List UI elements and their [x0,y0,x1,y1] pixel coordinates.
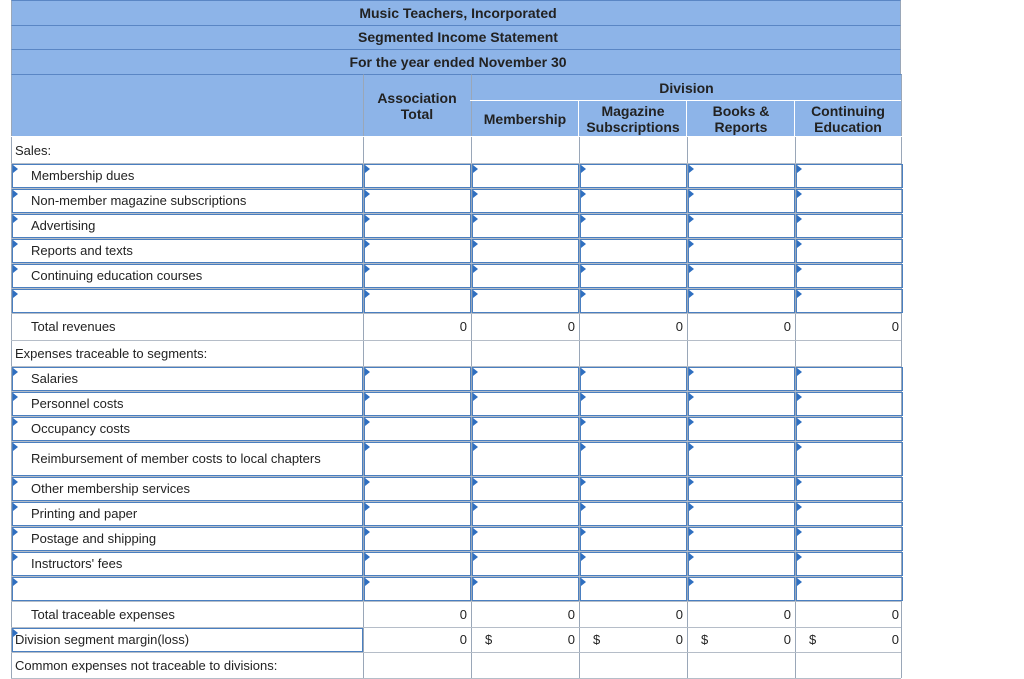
expense-line-2-amount-input-3[interactable] [688,417,795,441]
expense-line-4-cell-marker-icon [473,478,478,486]
sales-line-3-label: Reports and texts [31,243,133,258]
sales-line-5-amount-input-2[interactable] [580,289,687,313]
expense-line-3-amount-input-2[interactable] [580,442,687,476]
sales-line-3-amount-input-1[interactable] [472,239,579,263]
expense-line-1-cell-marker-icon [797,393,802,401]
expense-line-0-amount-input-2[interactable] [580,367,687,391]
expense-line-3-cell-marker-icon [689,443,694,451]
expense-line-2-cell-marker-icon [689,418,694,426]
total-revenues-value-2: 0 [675,319,683,334]
expense-line-4-cell-marker-icon [797,478,802,486]
sales-line-5-cell-marker-icon [581,290,586,298]
sales-line-3-cell-marker-icon [365,240,370,248]
total-traceable-expenses-value-3: 0 [783,606,791,622]
expense-line-5-amount-input-0[interactable] [364,502,471,526]
expense-line-2-amount-input-2[interactable] [580,417,687,441]
expense-line-4-cell-marker-icon [689,478,694,486]
expense-line-5-amount-input-2[interactable] [580,502,687,526]
expense-line-1-label: Personnel costs [31,396,124,411]
total-traceable-expenses-value-0: 0 [459,606,467,622]
total-revenues-value-0: 0 [459,319,467,334]
magazine-line1: Magazine [601,103,665,119]
division-segment-margin-currency-2: $ [701,632,709,647]
expense-line-7-label-input[interactable] [12,552,363,576]
company-name: Music Teachers, Incorporated [359,5,557,21]
expense-line-7-cell-marker-icon [797,553,802,561]
sales-line-5-cell-marker-icon [689,290,694,298]
expense-line-4-amount-input-2[interactable] [580,477,687,501]
expense-line-5-dropdown-marker-icon [13,503,18,511]
division-segment-margin-value-0: 0 [459,632,467,647]
expense-line-6-cell-marker-icon [473,528,478,536]
sales-line-3-amount-input-0[interactable] [364,239,471,263]
total-revenues-value-1: 0 [567,319,575,334]
expense-line-2-cell-marker-icon [797,418,802,426]
expense-line-2-label-input[interactable] [12,417,363,441]
expense-line-1-cell-marker-icon [689,393,694,401]
sales-line-4-cell-marker-icon [797,265,802,273]
statement-name: Segmented Income Statement [358,29,558,45]
sales-line-0-amount-input-1[interactable] [472,164,579,188]
expense-line-2-cell-marker-icon [473,418,478,426]
common-expenses-heading-label: Common expenses not traceable to divisions: [15,657,278,673]
expense-line-3-label-input[interactable] [12,442,363,476]
sales-line-4-cell-marker-icon [689,265,694,273]
expense-line-8-dropdown-marker-icon [13,578,18,586]
expense-line-5-label: Printing and paper [31,506,138,521]
expense-line-4-amount-input-3[interactable] [688,477,795,501]
expense-line-3-cell-marker-icon [797,443,802,451]
expense-line-2-amount-input-0[interactable] [364,417,471,441]
expense-line-6-cell-marker-icon [797,528,802,536]
expense-line-0-cell-marker-icon [689,368,694,376]
expense-line-0-dropdown-marker-icon [13,368,18,376]
column-header-label-area [11,74,363,136]
sales-line-4-amount-input-1[interactable] [472,264,579,288]
expense-line-2-amount-input-1[interactable] [472,417,579,441]
sales-line-3-cell-marker-icon [797,240,802,248]
expense-line-5-amount-input-3[interactable] [688,502,795,526]
expense-line-6-cell-marker-icon [689,528,694,536]
sales-line-2-amount-input-0[interactable] [364,214,471,238]
total-traceable-expenses-label: Total traceable expenses [31,606,175,622]
expense-line-0-cell-marker-icon [797,368,802,376]
expense-line-7-amount-input-4[interactable] [796,552,903,576]
expense-line-8-cell-marker-icon [581,578,586,586]
expense-line-8-cell-marker-icon [365,578,370,586]
sales-line-0-label: Membership dues [31,168,135,183]
sales-line-5-amount-input-4[interactable] [796,289,903,313]
sales-line-1-cell-marker-icon [473,190,478,198]
continuing-line2: Education [814,119,882,135]
expense-line-7-amount-input-1[interactable] [472,552,579,576]
division-segment-margin-value-3: 0 [783,632,791,647]
expense-line-6-cell-marker-icon [581,528,586,536]
expense-line-1-cell-marker-icon [365,393,370,401]
sales-line-1-dropdown-marker-icon [13,190,18,198]
sales-line-3-cell-marker-icon [473,240,478,248]
row-divider [11,601,901,602]
expense-line-7-cell-marker-icon [689,553,694,561]
expense-line-1-cell-marker-icon [581,393,586,401]
sales-line-5-dropdown-marker-icon [13,290,18,298]
expense-line-5-cell-marker-icon [473,503,478,511]
title-period-row [11,49,901,74]
expense-line-7-cell-marker-icon [473,553,478,561]
expense-line-1-amount-input-1[interactable] [472,392,579,416]
sales-line-1-label: Non-member magazine subscriptions [31,193,247,208]
sales-line-0-dropdown-marker-icon [13,165,18,173]
expense-line-4-cell-marker-icon [365,478,370,486]
expense-line-0-label: Salaries [31,371,78,386]
expense-line-4-label: Other membership services [31,481,190,496]
sales-line-2-dropdown-marker-icon [13,215,18,223]
sales-line-2-cell-marker-icon [365,215,370,223]
division-segment-margin-label-input[interactable] [12,628,363,652]
sales-line-1-amount-input-1[interactable] [472,189,579,213]
row-divider [11,652,901,653]
expense-line-7-label: Instructors' fees [31,556,123,571]
sales-line-5-label-input[interactable] [12,289,363,313]
expense-line-3-cell-marker-icon [473,443,478,451]
expense-line-8-amount-input-1[interactable] [472,577,579,601]
expense-line-8-cell-marker-icon [797,578,802,586]
total-revenues-value-4: 0 [891,319,899,334]
expense-line-0-amount-input-3[interactable] [688,367,795,391]
sales-line-0-label-input[interactable] [12,164,363,188]
expense-line-7-cell-marker-icon [581,553,586,561]
sales-line-0-cell-marker-icon [797,165,802,173]
sales-line-3-label-input[interactable] [12,239,363,263]
expense-line-8-amount-input-2[interactable] [580,577,687,601]
title-company-row [11,0,901,25]
expense-line-4-amount-input-4[interactable] [796,477,903,501]
expense-line-6-amount-input-0[interactable] [364,527,471,551]
total-traceable-expenses-value-4: 0 [891,606,899,622]
books-line1: Books & [712,103,770,119]
sales-line-1-amount-input-2[interactable] [580,189,687,213]
sales-line-5-cell-marker-icon [365,290,370,298]
expense-line-7-cell-marker-icon [365,553,370,561]
expense-line-3-cell-marker-icon [581,443,586,451]
expense-line-1-amount-input-0[interactable] [364,392,471,416]
division-segment-margin-value-2: 0 [675,632,683,647]
sales-line-2-amount-input-1[interactable] [472,214,579,238]
sales-line-3-amount-input-3[interactable] [688,239,795,263]
expense-line-8-amount-input-3[interactable] [688,577,795,601]
division-segment-margin-currency-1: $ [593,632,601,647]
expense-line-6-label-input[interactable] [12,527,363,551]
sales-line-4-amount-input-0[interactable] [364,264,471,288]
expense-line-3-amount-input-1[interactable] [472,442,579,476]
sales-line-2-label: Advertising [31,218,96,233]
sales-line-5-amount-input-1[interactable] [472,289,579,313]
sales-line-2-cell-marker-icon [473,215,478,223]
division-segment-margin-currency-0: $ [485,632,493,647]
expense-line-4-amount-input-1[interactable] [472,477,579,501]
expense-line-2-dropdown-marker-icon [13,418,18,426]
expense-line-6-cell-marker-icon [365,528,370,536]
sales-line-5-cell-marker-icon [473,290,478,298]
row-divider [11,313,901,314]
expense-line-6-amount-input-1[interactable] [472,527,579,551]
expense-line-2-amount-input-4[interactable] [796,417,903,441]
sales-line-1-cell-marker-icon [581,190,586,198]
title-statement-row [11,25,901,49]
expense-line-6-dropdown-marker-icon [13,528,18,536]
sales-line-1-label-input[interactable] [12,189,363,213]
sales-line-2-label-input[interactable] [12,214,363,238]
expense-line-0-label-input[interactable] [12,367,363,391]
sales-line-1-amount-input-0[interactable] [364,189,471,213]
sales-line-2-cell-marker-icon [689,215,694,223]
sales-line-1-cell-marker-icon [365,190,370,198]
sales-line-4-amount-input-3[interactable] [688,264,795,288]
expense-line-0-cell-marker-icon [581,368,586,376]
expense-line-7-amount-input-3[interactable] [688,552,795,576]
sales-line-0-amount-input-4[interactable] [796,164,903,188]
expense-line-0-amount-input-1[interactable] [472,367,579,391]
sales-line-2-cell-marker-icon [797,215,802,223]
expense-line-4-amount-input-0[interactable] [364,477,471,501]
sales-line-2-cell-marker-icon [581,215,586,223]
expense-line-3-label: Reimbursement of member costs to local chapters [31,451,321,466]
sales-line-3-dropdown-marker-icon [13,240,18,248]
expense-line-6-amount-input-2[interactable] [580,527,687,551]
expense-line-8-label-input[interactable] [12,577,363,601]
sales-line-3-amount-input-2[interactable] [580,239,687,263]
sales-line-0-amount-input-0[interactable] [364,164,471,188]
continuing-line1: Continuing [811,103,885,119]
expense-line-0-cell-marker-icon [473,368,478,376]
expense-line-7-dropdown-marker-icon [13,553,18,561]
row-divider [11,340,901,341]
assoc-total-line2: Total [400,106,434,122]
expense-line-5-amount-input-4[interactable] [796,502,903,526]
sales-line-4-label: Continuing education courses [31,268,203,283]
total-traceable-expenses-value-1: 0 [567,606,575,622]
sales-line-0-cell-marker-icon [689,165,694,173]
expense-line-0-amount-input-4[interactable] [796,367,903,391]
expense-line-6-label: Postage and shipping [31,531,157,546]
books-line2: Reports [714,119,768,135]
expense-line-5-label-input[interactable] [12,502,363,526]
sales-line-1-amount-input-4[interactable] [796,189,903,213]
total-revenues-value-3: 0 [783,319,791,334]
sales-line-0-amount-input-2[interactable] [580,164,687,188]
expense-line-6-amount-input-3[interactable] [688,527,795,551]
division-segment-margin-value-1: 0 [567,632,575,647]
sales-line-2-amount-input-2[interactable] [580,214,687,238]
expense-line-7-amount-input-2[interactable] [580,552,687,576]
expense-line-1-amount-input-3[interactable] [688,392,795,416]
expense-line-3-amount-input-0[interactable] [364,442,471,476]
sales-line-1-cell-marker-icon [689,190,694,198]
expense-line-3-amount-input-3[interactable] [688,442,795,476]
expense-line-8-amount-input-4[interactable] [796,577,903,601]
sales-line-5-amount-input-3[interactable] [688,289,795,313]
sales-line-5-amount-input-0[interactable] [364,289,471,313]
expense-line-2-label: Occupancy costs [31,421,130,436]
sales-line-4-amount-input-2[interactable] [580,264,687,288]
expense-line-2-cell-marker-icon [581,418,586,426]
expense-line-5-cell-marker-icon [689,503,694,511]
sales-line-3-cell-marker-icon [581,240,586,248]
expense-line-5-cell-marker-icon [365,503,370,511]
expense-line-4-dropdown-marker-icon [13,478,18,486]
expense-line-3-cell-marker-icon [365,443,370,451]
total-revenues-label: Total revenues [31,319,116,334]
expense-line-5-amount-input-1[interactable] [472,502,579,526]
magazine-line2: Subscriptions [586,119,680,135]
sales-line-1-amount-input-3[interactable] [688,189,795,213]
division-segment-margin-currency-3: $ [809,632,817,647]
expense-line-5-cell-marker-icon [797,503,802,511]
division-segment-margin-label: Division segment margin(loss) [15,632,190,647]
membership-heading: Membership [483,111,567,127]
sales-line-4-dropdown-marker-icon [13,265,18,273]
total-traceable-expenses-value-2: 0 [675,606,683,622]
assoc-total-line1: Association [377,90,457,106]
expense-line-7-amount-input-0[interactable] [364,552,471,576]
expense-line-2-cell-marker-icon [365,418,370,426]
sales-line-2-amount-input-4[interactable] [796,214,903,238]
sales-line-0-cell-marker-icon [365,165,370,173]
division-segment-margin-value-4: 0 [891,632,899,647]
expense-line-3-dropdown-marker-icon [13,443,18,451]
sales-line-3-amount-input-4[interactable] [796,239,903,263]
sales-line-5-cell-marker-icon [797,290,802,298]
sales-line-3-cell-marker-icon [689,240,694,248]
sales-line-0-cell-marker-icon [581,165,586,173]
expense-line-0-amount-input-0[interactable] [364,367,471,391]
expense-line-4-cell-marker-icon [581,478,586,486]
sales-line-1-cell-marker-icon [797,190,802,198]
division-label: Division [659,80,714,96]
sales-line-4-cell-marker-icon [365,265,370,273]
expense-line-0-cell-marker-icon [365,368,370,376]
sales-line-2-amount-input-3[interactable] [688,214,795,238]
expense-line-1-amount-input-2[interactable] [580,392,687,416]
expense-line-8-cell-marker-icon [689,578,694,586]
expense-line-4-label-input[interactable] [12,477,363,501]
expense-line-1-cell-marker-icon [473,393,478,401]
sales-line-4-label-input[interactable] [12,264,363,288]
sales-line-0-amount-input-3[interactable] [688,164,795,188]
sales-line-4-cell-marker-icon [581,265,586,273]
expense-line-1-dropdown-marker-icon [13,393,18,401]
expense-line-5-cell-marker-icon [581,503,586,511]
expense-line-1-label-input[interactable] [12,392,363,416]
sales-line-4-amount-input-4[interactable] [796,264,903,288]
statement-period: For the year ended November 30 [349,54,567,70]
expense-line-6-amount-input-4[interactable] [796,527,903,551]
expense-line-3-amount-input-4[interactable] [796,442,903,476]
expense-line-8-amount-input-0[interactable] [364,577,471,601]
expense-line-1-amount-input-4[interactable] [796,392,903,416]
sales-line-0-cell-marker-icon [473,165,478,173]
division-segment-margin-dropdown-marker-icon [13,629,18,637]
sales-heading-label: Sales: [15,142,52,158]
sales-line-4-cell-marker-icon [473,265,478,273]
expenses-heading-label: Expenses traceable to segments: [15,345,208,361]
expense-line-8-cell-marker-icon [473,578,478,586]
